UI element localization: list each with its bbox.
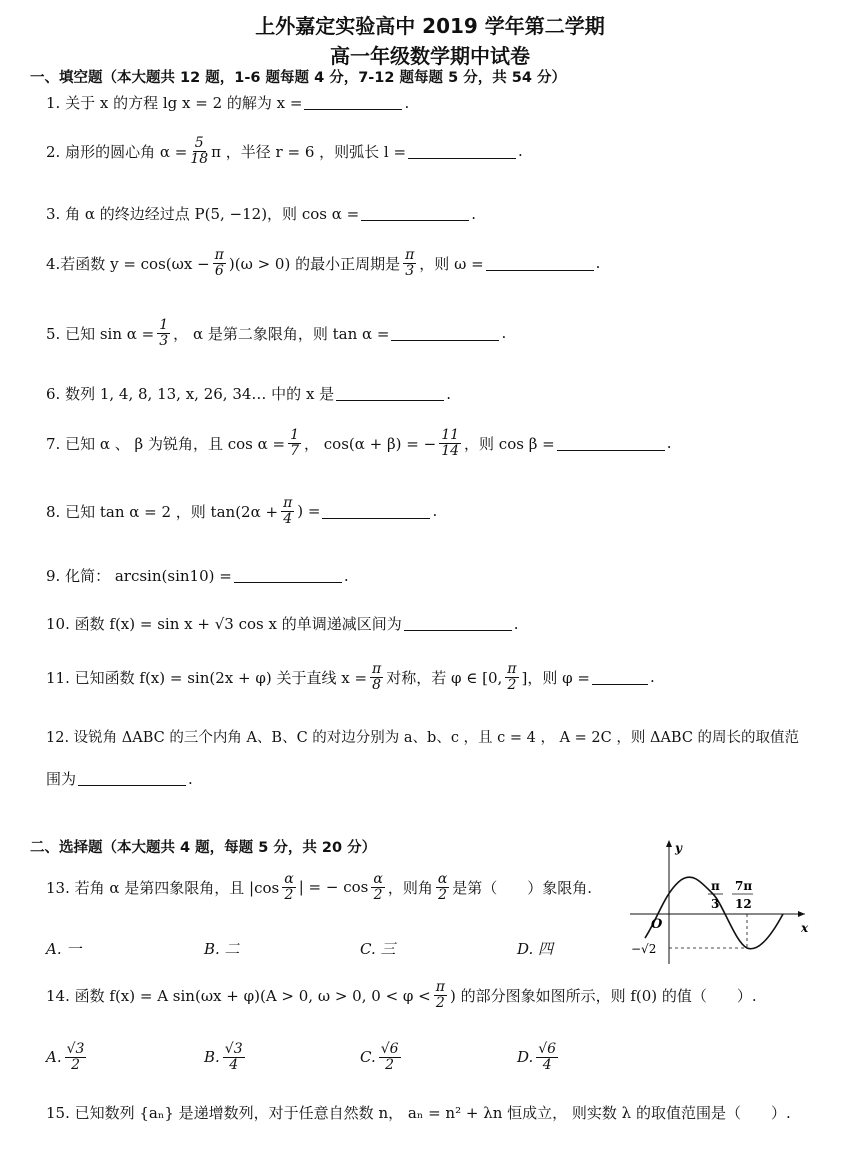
fraction <box>403 248 416 278</box>
fraction-denominator: 4 <box>542 1056 552 1073</box>
y-label: y <box>675 841 682 855</box>
tick2-denominator: 12 <box>735 897 752 911</box>
q6-end: . <box>446 384 451 403</box>
fraction <box>157 318 170 348</box>
q15-text: 15. 已知数列 {aₙ} 是递增数列，对于任意自然数 n， aₙ = n² + λn 恒成立， 则实数 λ 的取值范围是（ ）. <box>46 1104 791 1122</box>
option-letter: B. <box>204 1048 220 1067</box>
fraction-numerator: √3 <box>224 1041 243 1057</box>
q5-text: 5. 已知 sin α = <box>46 324 155 343</box>
q6-text: 6. 数列 1, 4, 8, 13, x, 26, 34… 中的 x 是 <box>46 385 335 403</box>
fraction-denominator: 2 <box>71 1056 80 1073</box>
fraction <box>282 872 295 902</box>
question-12-continued <box>46 768 193 789</box>
q12-end: . <box>188 769 193 788</box>
fraction-numerator: 11 <box>441 427 460 443</box>
question-10 <box>46 613 518 634</box>
fraction <box>65 1042 87 1072</box>
q11-end: . <box>649 668 655 687</box>
x-label: x <box>801 921 809 935</box>
question-9 <box>46 565 349 586</box>
q8-text-mid: ) = <box>297 502 321 521</box>
tick2-numerator: 7π <box>735 879 753 893</box>
y-axis-arrow-icon <box>666 840 672 847</box>
fraction-numerator: π <box>283 495 293 511</box>
q8-end: . <box>432 502 438 521</box>
q2-end: . <box>518 142 523 161</box>
q7-text: 7. 已知 α 、 β 为锐角，且 cos α = <box>46 434 286 453</box>
q4-text: 4.若函数 y = cos(ωx − <box>46 254 210 273</box>
fraction <box>371 872 384 902</box>
q14-option-c[interactable] <box>360 1042 404 1072</box>
fraction-numerator: π <box>507 661 517 677</box>
fraction-denominator: 3 <box>405 262 415 279</box>
option-letter: D. <box>517 1048 534 1067</box>
q5-text-mid: ， α 是第二象限角，则 tan α = <box>173 324 390 343</box>
q7-text-mid2: ，则 cos β = <box>464 434 555 453</box>
fraction-numerator: √6 <box>538 1041 557 1057</box>
q4-end: . <box>595 254 601 273</box>
answer-blank[interactable] <box>234 568 342 583</box>
exam-title-line1: 上外嘉定实验高中 2019 学年第二学期 <box>255 14 605 38</box>
fraction <box>370 662 383 692</box>
answer-blank[interactable] <box>408 144 516 159</box>
q13-option-b[interactable]: B. 二 <box>204 940 240 958</box>
question-3 <box>46 203 476 224</box>
question-1 <box>46 92 409 113</box>
fraction <box>213 248 226 278</box>
q14-text: 14. 函数 f(x) = A sin(ωx + φ)(A > 0, ω > 0, 0 < φ < <box>46 986 431 1005</box>
q14-option-a[interactable] <box>46 1042 89 1072</box>
tick1-denominator: 3 <box>711 897 720 911</box>
fraction-numerator: α <box>373 871 383 887</box>
answer-blank[interactable] <box>486 256 594 271</box>
q1-end: . <box>404 93 410 112</box>
q1-text: 1. 关于 x 的方程 lg x = 2 的解为 x = <box>46 94 303 112</box>
q10-end: . <box>513 614 519 633</box>
fraction <box>434 980 447 1010</box>
option-letter: A. <box>46 1048 62 1067</box>
fraction <box>288 428 301 458</box>
q4-text-mid: )(ω > 0) 的最小正周期是 <box>228 254 401 273</box>
q7-end: . <box>666 434 672 453</box>
fraction-denominator: 8 <box>372 676 382 693</box>
fraction-denominator: 18 <box>190 150 209 167</box>
fraction <box>536 1042 558 1072</box>
q12-text: 12. 设锐角 ΔABC 的三个内角 A、B、C 的对边分别为 a、b、c ，且 c = 4 ， A = 2C ，则 ΔABC 的周长的取值范 <box>46 730 800 746</box>
x-axis-arrow-icon <box>798 911 805 917</box>
q13-text-mid: | = − cos <box>298 878 369 897</box>
ymin-label: −√2 <box>631 942 657 956</box>
fraction-numerator: 1 <box>159 317 169 333</box>
fraction-denominator: 2 <box>373 886 383 903</box>
q7-text-mid: ， cos(α + β) = − <box>304 434 437 453</box>
q11-text: 11. 已知函数 f(x) = sin(2x + φ) 关于直线 x = <box>46 668 368 687</box>
fraction-denominator: 4 <box>229 1056 239 1073</box>
fraction <box>223 1042 245 1072</box>
fraction <box>505 662 518 692</box>
fraction-denominator: 2 <box>284 886 294 903</box>
fraction <box>379 1042 401 1072</box>
answer-blank[interactable] <box>78 771 186 786</box>
q2-text: 2. 扇形的圆心角 α = <box>46 142 188 161</box>
q13-option-a[interactable]: A. 一 <box>46 940 82 958</box>
question-2 <box>46 136 523 166</box>
fraction-numerator: 1 <box>290 427 300 443</box>
section2-heading: 二、选择题（本大题共 4 题，每题 5 分，共 20 分） <box>30 840 377 856</box>
fraction <box>190 136 208 166</box>
question-5 <box>46 318 506 348</box>
q11-text-mid2: ]，则 φ = <box>521 668 590 687</box>
option-letter: C. <box>360 1048 376 1067</box>
q11-text-mid: 对称，若 φ ∈ [0, <box>386 668 503 687</box>
origin-label: O <box>651 917 663 932</box>
fraction-numerator: π <box>405 247 415 263</box>
question-7 <box>46 428 672 458</box>
q14-text-end: ) 的部分图象如图所示，则 f(0) 的值（ ）. <box>449 986 757 1005</box>
fraction-numerator: α <box>437 871 448 887</box>
fraction <box>439 428 461 458</box>
fraction-denominator: 2 <box>438 886 448 903</box>
fraction <box>436 872 449 902</box>
q14-option-d[interactable] <box>517 1042 561 1072</box>
answer-blank[interactable] <box>336 386 444 401</box>
q8-text: 8. 已知 tan α = 2 ，则 tan(2α + <box>46 502 279 521</box>
answer-blank[interactable] <box>361 206 469 221</box>
question-13 <box>46 872 592 902</box>
fraction-numerator: 5 <box>194 135 204 151</box>
q3-end: . <box>471 204 476 223</box>
question-15 <box>46 1102 791 1123</box>
q13-option-d[interactable]: D. 四 <box>517 940 554 958</box>
fraction-numerator: π <box>214 247 224 263</box>
q3-text: 3. 角 α 的终边经过点 P(5, −12)，则 cos α = <box>46 205 360 223</box>
q12-text-cont: 围为 <box>46 770 77 788</box>
q14-option-b[interactable] <box>204 1042 248 1072</box>
answer-blank[interactable] <box>391 326 499 341</box>
question-4 <box>46 248 600 278</box>
fraction <box>281 496 294 526</box>
tick1-numerator: π <box>711 879 720 893</box>
q13-text: 13. 若角 α 是第四象限角，且 |cos <box>46 878 280 897</box>
q9-end: . <box>343 566 349 585</box>
fraction-denominator: 2 <box>385 1056 395 1073</box>
fraction-numerator: √6 <box>380 1041 399 1057</box>
q10-text: 10. 函数 f(x) = sin x + √3 cos x 的单调递减区间为 <box>46 615 402 633</box>
answer-blank[interactable] <box>322 504 430 519</box>
q5-end: . <box>501 324 507 343</box>
fraction-numerator: √3 <box>66 1041 85 1057</box>
answer-blank[interactable] <box>404 616 512 631</box>
question-12 <box>46 726 799 747</box>
exam-title-line2: 高一年级数学期中试卷 <box>330 44 530 68</box>
fraction-denominator: 2 <box>435 994 445 1011</box>
fraction-denominator: 3 <box>159 332 169 349</box>
question-14 <box>46 980 757 1010</box>
q13-text-end: 是第（ ）象限角. <box>452 878 593 897</box>
answer-blank[interactable] <box>304 95 402 110</box>
answer-blank[interactable] <box>557 436 665 451</box>
q9-text: 9. 化简： arcsin(sin10) = <box>46 567 232 585</box>
fraction-denominator: 7 <box>290 442 300 459</box>
fraction-denominator: 6 <box>214 262 224 279</box>
q13-text-mid2: ，则角 <box>387 878 433 897</box>
answer-blank[interactable] <box>592 670 648 685</box>
question-6 <box>46 383 451 404</box>
q13-option-c[interactable]: C. 三 <box>360 940 396 958</box>
fraction-denominator: 2 <box>507 676 517 693</box>
question-8 <box>46 496 437 526</box>
q4-text-mid2: ，则 ω = <box>419 254 484 273</box>
fraction-numerator: π <box>435 979 445 995</box>
fraction-denominator: 4 <box>283 510 293 527</box>
q2-text-mid: π ，半径 r = 6 ，则弧长 l = <box>211 142 407 161</box>
fraction-denominator: 14 <box>441 442 460 459</box>
fraction-numerator: π <box>372 661 382 677</box>
section1-heading: 一、填空题（本大题共 12 题，1-6 题每题 4 分，7-12 题每题 5 分，共 54 分） <box>30 70 566 86</box>
fraction-numerator: α <box>284 871 294 887</box>
question-11 <box>46 662 655 692</box>
q14-sine-graph <box>625 832 815 972</box>
